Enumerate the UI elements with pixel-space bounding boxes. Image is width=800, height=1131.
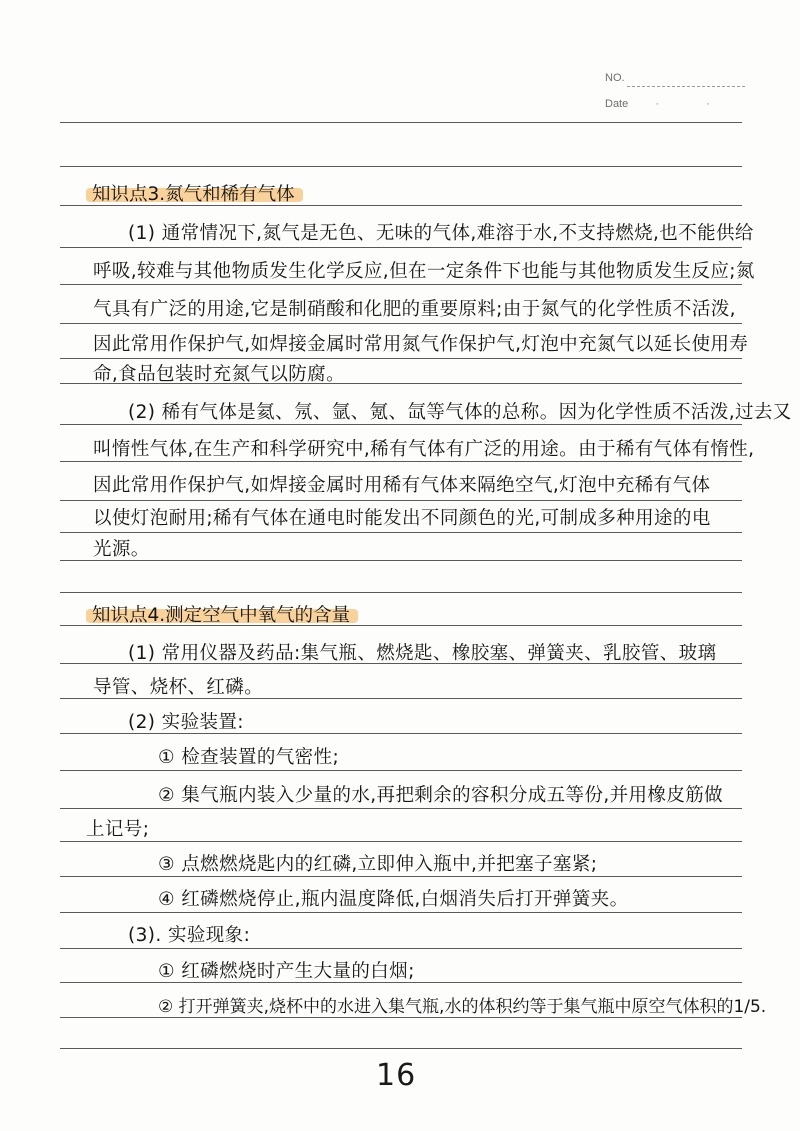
section3-line-8: 因此常用作保护气,如焊接金属时用稀有气体来隔绝空气,灯泡中充稀有气体 (93, 475, 711, 496)
ruled-line (60, 166, 742, 167)
section3-line-2: 呼吸,较难与其他物质发生化学反应,但在一定条件下也能与其他物质发生反应;氮 (93, 261, 755, 282)
ruled-line (60, 1048, 742, 1049)
section3-line-6: (2) 稀有气体是氦、氖、氩、氪、氙等气体的总称。因为化学性质不活泼,过去又 (128, 402, 792, 423)
ruled-line (60, 461, 742, 462)
section4-line-7: ③ 点燃燃烧匙内的红磷,立即伸入瓶中,并把塞子塞紧; (158, 854, 598, 875)
ruled-line (60, 247, 742, 248)
ruled-line (60, 770, 742, 771)
ruled-line (60, 532, 742, 533)
section4-line-8: ④ 红磷燃烧停止,瓶内温度降低,白烟消失后打开弹簧夹。 (158, 889, 629, 910)
section4-line-9: (3). 实验现象: (128, 925, 251, 946)
section3-heading-text: 知识点3.氮气和稀有气体 (92, 184, 295, 205)
section4-line-5: ② 集气瓶内装入少量的水,再把剩余的容积分成五等份,并用橡皮筋做 (158, 785, 724, 806)
section3-heading (90, 180, 301, 206)
section4-line-10: ① 红磷燃烧时产生大量的白烟; (158, 961, 415, 982)
section4-line-3: (2) 实验装置: (128, 712, 244, 733)
ruled-line (60, 876, 742, 877)
date-label: Date (605, 98, 629, 110)
section3-line-5: 命,食品包装时充氮气以防腐。 (93, 364, 345, 385)
ruled-line (60, 500, 742, 501)
ruled-line (60, 358, 742, 359)
section3-line-3: 气具有广泛的用途,它是制硝酸和化肥的重要原料;由于氮气的化学性质不活泼, (93, 299, 736, 320)
no-label: NO. (605, 72, 625, 84)
ruled-line (60, 560, 742, 561)
section3-line-10: 光源。 (93, 539, 150, 560)
section4-line-4: ① 检查装置的气密性; (158, 747, 340, 768)
ruled-line (60, 1017, 742, 1018)
ruled-line (60, 841, 742, 842)
date-separator: · · (655, 98, 732, 110)
section4-line-2: 导管、烧杯、红磷。 (93, 677, 264, 698)
section4-heading (90, 601, 356, 627)
ruled-line (60, 912, 742, 913)
ruled-line (60, 808, 742, 809)
ruled-line (60, 424, 742, 425)
section4-heading-text: 知识点4.测定空气中氧气的含量 (92, 605, 351, 626)
ruled-line (60, 592, 742, 593)
page-header-meta (605, 72, 732, 124)
no-field (605, 72, 732, 98)
section3-line-1: (1) 通常情况下,氮气是无色、无味的气体,难溶于水,不支持燃烧,也不能供给 (128, 223, 754, 244)
section4-line-1: (1) 常用仪器及药品:集气瓶、燃烧匙、橡胶塞、弹簧夹、乳胶管、玻璃 (128, 643, 717, 664)
ruled-line (60, 122, 742, 123)
section4-line-6: 上记号; (86, 819, 150, 840)
section4-line-11: ② 打开弹簧夹,烧杯中的水进入集气瓶,水的体积约等于集气瓶中原空气体积的1/5. (158, 997, 767, 1017)
page-number: 16 (376, 1058, 417, 1093)
ruled-line (60, 948, 742, 949)
date-field (605, 98, 732, 124)
section3-line-7: 叫惰性气体,在生产和科学研究中,稀有气体有广泛的用途。由于稀有气体有惰性, (93, 439, 755, 460)
ruled-line (60, 284, 742, 285)
no-field-line (627, 86, 745, 87)
ruled-line (60, 323, 742, 324)
section3-line-9: 以使灯泡耐用;稀有气体在通电时能发出不同颜色的光,可制成多种用途的电 (93, 508, 711, 529)
section3-line-4: 因此常用作保护气,如焊接金属时常用氮气作保护气,灯泡中充氮气以延长使用寿 (93, 334, 749, 355)
